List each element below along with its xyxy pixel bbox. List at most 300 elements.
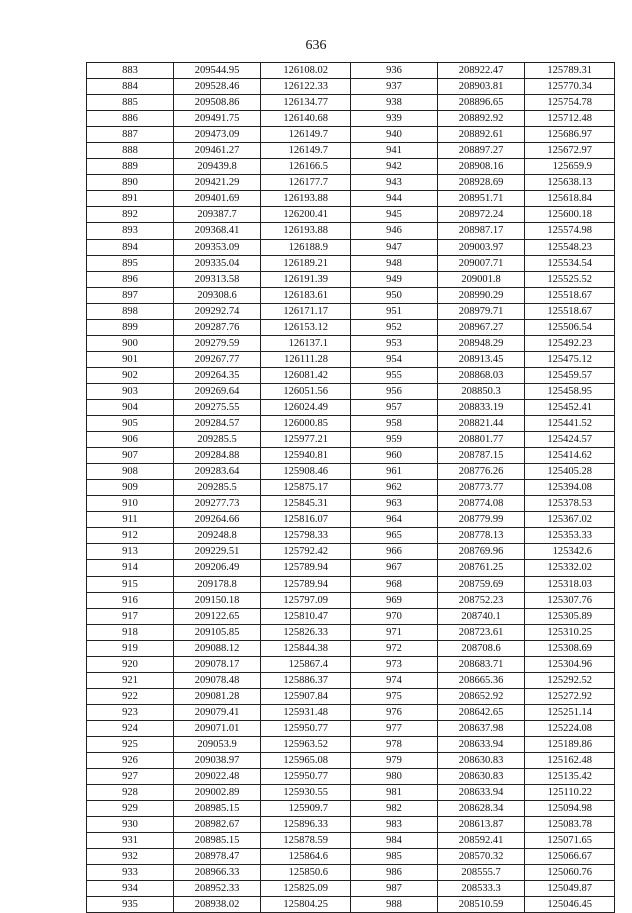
table-row xyxy=(87,175,615,191)
x-coordinate-cell: 209078.48 xyxy=(174,672,261,688)
point-number-cell: 927 xyxy=(87,769,174,785)
point-number-cell: 981 xyxy=(351,785,438,801)
table-row xyxy=(87,688,615,704)
y-coordinate-cell: 125353.33 xyxy=(525,528,615,544)
y-coordinate-cell: 125310.25 xyxy=(525,624,615,640)
x-coordinate-cell: 209313.58 xyxy=(174,271,261,287)
x-coordinate-cell: 208978.47 xyxy=(174,849,261,865)
y-coordinate-cell: 126153.12 xyxy=(261,319,351,335)
table-row xyxy=(87,255,615,271)
y-coordinate-cell: 125600.18 xyxy=(525,207,615,223)
point-number-cell: 936 xyxy=(351,63,438,79)
x-coordinate-cell: 208630.83 xyxy=(438,753,525,769)
y-coordinate-cell: 125332.02 xyxy=(525,560,615,576)
point-number-cell: 906 xyxy=(87,432,174,448)
point-number-cell: 987 xyxy=(351,881,438,897)
y-coordinate-cell: 125046.45 xyxy=(525,897,615,913)
point-number-cell: 900 xyxy=(87,335,174,351)
y-coordinate-cell: 125189.86 xyxy=(525,736,615,752)
x-coordinate-cell: 208555.7 xyxy=(438,865,525,881)
y-coordinate-cell: 125963.52 xyxy=(261,736,351,752)
point-number-cell: 985 xyxy=(351,849,438,865)
x-coordinate-cell: 208683.71 xyxy=(438,656,525,672)
table-row xyxy=(87,801,615,817)
point-number-cell: 914 xyxy=(87,560,174,576)
point-number-cell: 961 xyxy=(351,464,438,480)
x-coordinate-cell: 208779.99 xyxy=(438,512,525,528)
x-coordinate-cell: 208633.94 xyxy=(438,785,525,801)
x-coordinate-cell: 209275.55 xyxy=(174,399,261,415)
y-coordinate-cell: 125049.87 xyxy=(525,881,615,897)
table-row xyxy=(87,753,615,769)
x-coordinate-cell: 209264.35 xyxy=(174,367,261,383)
point-number-cell: 951 xyxy=(351,303,438,319)
point-number-cell: 895 xyxy=(87,255,174,271)
point-number-cell: 909 xyxy=(87,480,174,496)
point-number-cell: 942 xyxy=(351,159,438,175)
table-row xyxy=(87,881,615,897)
x-coordinate-cell: 209002.89 xyxy=(174,785,261,801)
x-coordinate-cell: 208761.25 xyxy=(438,560,525,576)
x-coordinate-cell: 209368.41 xyxy=(174,223,261,239)
y-coordinate-cell: 125930.55 xyxy=(261,785,351,801)
point-number-cell: 984 xyxy=(351,833,438,849)
x-coordinate-cell: 209285.5 xyxy=(174,432,261,448)
y-coordinate-cell: 125618.84 xyxy=(525,191,615,207)
x-coordinate-cell: 208642.65 xyxy=(438,704,525,720)
x-coordinate-cell: 209038.97 xyxy=(174,753,261,769)
x-coordinate-cell: 209071.01 xyxy=(174,720,261,736)
y-coordinate-cell: 126111.28 xyxy=(261,351,351,367)
point-number-cell: 935 xyxy=(87,897,174,913)
table-row xyxy=(87,528,615,544)
y-coordinate-cell: 125686.97 xyxy=(525,127,615,143)
y-coordinate-cell: 125850.6 xyxy=(261,865,351,881)
x-coordinate-cell: 209277.73 xyxy=(174,496,261,512)
x-coordinate-cell: 209401.69 xyxy=(174,191,261,207)
x-coordinate-cell: 209461.27 xyxy=(174,143,261,159)
x-coordinate-cell: 208982.67 xyxy=(174,817,261,833)
point-number-cell: 957 xyxy=(351,399,438,415)
y-coordinate-cell: 125886.37 xyxy=(261,672,351,688)
x-coordinate-cell: 208938.02 xyxy=(174,897,261,913)
x-coordinate-cell: 208990.29 xyxy=(438,287,525,303)
x-coordinate-cell: 208510.59 xyxy=(438,897,525,913)
x-coordinate-cell: 209079.41 xyxy=(174,704,261,720)
y-coordinate-cell: 125272.92 xyxy=(525,688,615,704)
table-row xyxy=(87,576,615,592)
point-number-cell: 925 xyxy=(87,736,174,752)
x-coordinate-cell: 209007.71 xyxy=(438,255,525,271)
y-coordinate-cell: 125950.77 xyxy=(261,769,351,785)
point-number-cell: 977 xyxy=(351,720,438,736)
page-number: 636 xyxy=(305,38,327,53)
y-coordinate-cell: 126191.39 xyxy=(261,271,351,287)
x-coordinate-cell: 208897.27 xyxy=(438,143,525,159)
point-number-cell: 915 xyxy=(87,576,174,592)
y-coordinate-cell: 125789.94 xyxy=(261,560,351,576)
table-row xyxy=(87,416,615,432)
y-coordinate-cell: 125907.84 xyxy=(261,688,351,704)
y-coordinate-cell: 125367.02 xyxy=(525,512,615,528)
point-number-cell: 890 xyxy=(87,175,174,191)
x-coordinate-cell: 208821.44 xyxy=(438,416,525,432)
x-coordinate-cell: 208985.15 xyxy=(174,833,261,849)
y-coordinate-cell: 125060.76 xyxy=(525,865,615,881)
y-coordinate-cell: 125308.69 xyxy=(525,640,615,656)
x-coordinate-cell: 208801.77 xyxy=(438,432,525,448)
x-coordinate-cell: 209491.75 xyxy=(174,111,261,127)
x-coordinate-cell: 209283.64 xyxy=(174,464,261,480)
table-row xyxy=(87,464,615,480)
x-coordinate-cell: 209206.49 xyxy=(174,560,261,576)
point-number-cell: 974 xyxy=(351,672,438,688)
y-coordinate-cell: 125789.94 xyxy=(261,576,351,592)
point-number-cell: 954 xyxy=(351,351,438,367)
table-row xyxy=(87,769,615,785)
y-coordinate-cell: 125712.48 xyxy=(525,111,615,127)
x-coordinate-cell: 208928.69 xyxy=(438,175,525,191)
y-coordinate-cell: 125965.08 xyxy=(261,753,351,769)
x-coordinate-cell: 208987.17 xyxy=(438,223,525,239)
x-coordinate-cell: 208740.1 xyxy=(438,608,525,624)
table-row xyxy=(87,319,615,335)
point-number-cell: 939 xyxy=(351,111,438,127)
x-coordinate-cell: 209178.8 xyxy=(174,576,261,592)
x-coordinate-cell: 209269.64 xyxy=(174,383,261,399)
point-number-cell: 910 xyxy=(87,496,174,512)
y-coordinate-cell: 125804.25 xyxy=(261,897,351,913)
point-number-cell: 972 xyxy=(351,640,438,656)
point-number-cell: 969 xyxy=(351,592,438,608)
y-coordinate-cell: 125307.76 xyxy=(525,592,615,608)
y-coordinate-cell: 125492.23 xyxy=(525,335,615,351)
y-coordinate-cell: 126149.7 xyxy=(261,127,351,143)
table-row xyxy=(87,512,615,528)
point-number-cell: 902 xyxy=(87,367,174,383)
x-coordinate-cell: 208633.94 xyxy=(438,736,525,752)
x-coordinate-cell: 209150.18 xyxy=(174,592,261,608)
x-coordinate-cell: 209003.97 xyxy=(438,239,525,255)
table-row xyxy=(87,399,615,415)
point-number-cell: 926 xyxy=(87,753,174,769)
x-coordinate-cell: 208723.61 xyxy=(438,624,525,640)
x-coordinate-cell: 209335.04 xyxy=(174,255,261,271)
point-number-cell: 968 xyxy=(351,576,438,592)
x-coordinate-cell: 208908.16 xyxy=(438,159,525,175)
x-coordinate-cell: 209508.86 xyxy=(174,95,261,111)
x-coordinate-cell: 208868.03 xyxy=(438,367,525,383)
table-row xyxy=(87,63,615,79)
y-coordinate-cell: 125162.48 xyxy=(525,753,615,769)
y-coordinate-cell: 125940.81 xyxy=(261,448,351,464)
y-coordinate-cell: 125931.48 xyxy=(261,704,351,720)
table-row xyxy=(87,95,615,111)
y-coordinate-cell: 125506.54 xyxy=(525,319,615,335)
table-row xyxy=(87,608,615,624)
x-coordinate-cell: 209267.77 xyxy=(174,351,261,367)
table-row xyxy=(87,656,615,672)
point-number-cell: 920 xyxy=(87,656,174,672)
point-number-cell: 928 xyxy=(87,785,174,801)
point-number-cell: 940 xyxy=(351,127,438,143)
point-number-cell: 962 xyxy=(351,480,438,496)
table-row xyxy=(87,127,615,143)
point-number-cell: 918 xyxy=(87,624,174,640)
point-number-cell: 945 xyxy=(351,207,438,223)
x-coordinate-cell: 208652.92 xyxy=(438,688,525,704)
point-number-cell: 982 xyxy=(351,801,438,817)
y-coordinate-cell: 125251.14 xyxy=(525,704,615,720)
x-coordinate-cell: 208952.33 xyxy=(174,881,261,897)
x-coordinate-cell: 208533.3 xyxy=(438,881,525,897)
y-coordinate-cell: 125672.97 xyxy=(525,143,615,159)
y-coordinate-cell: 125638.13 xyxy=(525,175,615,191)
y-coordinate-cell: 125816.07 xyxy=(261,512,351,528)
y-coordinate-cell: 126000.85 xyxy=(261,416,351,432)
point-number-cell: 943 xyxy=(351,175,438,191)
x-coordinate-cell: 209284.57 xyxy=(174,416,261,432)
table-row xyxy=(87,287,615,303)
table-row xyxy=(87,432,615,448)
point-number-cell: 971 xyxy=(351,624,438,640)
x-coordinate-cell: 209353.09 xyxy=(174,239,261,255)
point-number-cell: 931 xyxy=(87,833,174,849)
y-coordinate-cell: 125770.34 xyxy=(525,79,615,95)
x-coordinate-cell: 208776.26 xyxy=(438,464,525,480)
x-coordinate-cell: 209022.48 xyxy=(174,769,261,785)
point-number-cell: 899 xyxy=(87,319,174,335)
y-coordinate-cell: 125305.89 xyxy=(525,608,615,624)
point-number-cell: 917 xyxy=(87,608,174,624)
x-coordinate-cell: 209001.8 xyxy=(438,271,525,287)
y-coordinate-cell: 126200.41 xyxy=(261,207,351,223)
table-row xyxy=(87,560,615,576)
x-coordinate-cell: 208630.83 xyxy=(438,769,525,785)
y-coordinate-cell: 125798.33 xyxy=(261,528,351,544)
table-row xyxy=(87,159,615,175)
point-number-cell: 967 xyxy=(351,560,438,576)
y-coordinate-cell: 125459.57 xyxy=(525,367,615,383)
y-coordinate-cell: 126193.88 xyxy=(261,191,351,207)
y-coordinate-cell: 125071.65 xyxy=(525,833,615,849)
point-number-cell: 966 xyxy=(351,544,438,560)
y-coordinate-cell: 125475.12 xyxy=(525,351,615,367)
point-number-cell: 980 xyxy=(351,769,438,785)
table-row xyxy=(87,624,615,640)
y-coordinate-cell: 126134.77 xyxy=(261,95,351,111)
point-number-cell: 913 xyxy=(87,544,174,560)
table-row xyxy=(87,271,615,287)
x-coordinate-cell: 208665.36 xyxy=(438,672,525,688)
table-row xyxy=(87,111,615,127)
point-number-cell: 921 xyxy=(87,672,174,688)
table-row xyxy=(87,736,615,752)
y-coordinate-cell: 125441.52 xyxy=(525,416,615,432)
table-row xyxy=(87,383,615,399)
y-coordinate-cell: 125826.33 xyxy=(261,624,351,640)
point-number-cell: 905 xyxy=(87,416,174,432)
point-number-cell: 932 xyxy=(87,849,174,865)
point-number-cell: 948 xyxy=(351,255,438,271)
x-coordinate-cell: 208967.27 xyxy=(438,319,525,335)
table-row xyxy=(87,79,615,95)
table-row xyxy=(87,720,615,736)
y-coordinate-cell: 125518.67 xyxy=(525,287,615,303)
y-coordinate-cell: 125224.08 xyxy=(525,720,615,736)
x-coordinate-cell: 208592.41 xyxy=(438,833,525,849)
point-number-cell: 978 xyxy=(351,736,438,752)
y-coordinate-cell: 125977.21 xyxy=(261,432,351,448)
point-number-cell: 949 xyxy=(351,271,438,287)
x-coordinate-cell: 209439.8 xyxy=(174,159,261,175)
point-number-cell: 916 xyxy=(87,592,174,608)
y-coordinate-cell: 125066.67 xyxy=(525,849,615,865)
y-coordinate-cell: 125810.47 xyxy=(261,608,351,624)
point-number-cell: 894 xyxy=(87,239,174,255)
point-number-cell: 934 xyxy=(87,881,174,897)
point-number-cell: 883 xyxy=(87,63,174,79)
table-row xyxy=(87,367,615,383)
x-coordinate-cell: 209264.66 xyxy=(174,512,261,528)
point-number-cell: 892 xyxy=(87,207,174,223)
point-number-cell: 970 xyxy=(351,608,438,624)
x-coordinate-cell: 208613.87 xyxy=(438,817,525,833)
point-number-cell: 893 xyxy=(87,223,174,239)
x-coordinate-cell: 208570.32 xyxy=(438,849,525,865)
y-coordinate-cell: 126188.9 xyxy=(261,239,351,255)
x-coordinate-cell: 209292.74 xyxy=(174,303,261,319)
point-number-cell: 888 xyxy=(87,143,174,159)
point-number-cell: 986 xyxy=(351,865,438,881)
point-number-cell: 955 xyxy=(351,367,438,383)
point-number-cell: 944 xyxy=(351,191,438,207)
y-coordinate-cell: 126051.56 xyxy=(261,383,351,399)
point-number-cell: 919 xyxy=(87,640,174,656)
x-coordinate-cell: 209105.85 xyxy=(174,624,261,640)
point-number-cell: 891 xyxy=(87,191,174,207)
point-number-cell: 929 xyxy=(87,801,174,817)
table-row xyxy=(87,865,615,881)
y-coordinate-cell: 126189.21 xyxy=(261,255,351,271)
y-coordinate-cell: 125534.54 xyxy=(525,255,615,271)
y-coordinate-cell: 125378.53 xyxy=(525,496,615,512)
table-row xyxy=(87,785,615,801)
x-coordinate-cell: 209088.12 xyxy=(174,640,261,656)
point-number-cell: 930 xyxy=(87,817,174,833)
y-coordinate-cell: 125574.98 xyxy=(525,223,615,239)
point-number-cell: 887 xyxy=(87,127,174,143)
x-coordinate-cell: 208774.08 xyxy=(438,496,525,512)
point-number-cell: 964 xyxy=(351,512,438,528)
table-row xyxy=(87,207,615,223)
table-row xyxy=(87,817,615,833)
point-number-cell: 959 xyxy=(351,432,438,448)
y-coordinate-cell: 125792.42 xyxy=(261,544,351,560)
table-row xyxy=(87,704,615,720)
y-coordinate-cell: 125518.67 xyxy=(525,303,615,319)
y-coordinate-cell: 125318.03 xyxy=(525,576,615,592)
y-coordinate-cell: 125797.09 xyxy=(261,592,351,608)
y-coordinate-cell: 125342.6 xyxy=(525,544,615,560)
x-coordinate-cell: 208752.23 xyxy=(438,592,525,608)
y-coordinate-cell: 125458.95 xyxy=(525,383,615,399)
point-number-cell: 941 xyxy=(351,143,438,159)
point-number-cell: 885 xyxy=(87,95,174,111)
table-row xyxy=(87,849,615,865)
point-number-cell: 933 xyxy=(87,865,174,881)
x-coordinate-cell: 208769.96 xyxy=(438,544,525,560)
point-number-cell: 938 xyxy=(351,95,438,111)
point-number-cell: 979 xyxy=(351,753,438,769)
point-number-cell: 956 xyxy=(351,383,438,399)
table-row xyxy=(87,351,615,367)
y-coordinate-cell: 126140.68 xyxy=(261,111,351,127)
x-coordinate-cell: 208787.15 xyxy=(438,448,525,464)
y-coordinate-cell: 126081.42 xyxy=(261,367,351,383)
point-number-cell: 922 xyxy=(87,688,174,704)
y-coordinate-cell: 125424.57 xyxy=(525,432,615,448)
point-number-cell: 923 xyxy=(87,704,174,720)
x-coordinate-cell: 208972.24 xyxy=(438,207,525,223)
point-number-cell: 907 xyxy=(87,448,174,464)
y-coordinate-cell: 125525.52 xyxy=(525,271,615,287)
y-coordinate-cell: 125845.31 xyxy=(261,496,351,512)
point-number-cell: 965 xyxy=(351,528,438,544)
y-coordinate-cell: 125292.52 xyxy=(525,672,615,688)
y-coordinate-cell: 125867.4 xyxy=(261,656,351,672)
table-row xyxy=(87,480,615,496)
x-coordinate-cell: 209284.88 xyxy=(174,448,261,464)
point-number-cell: 897 xyxy=(87,287,174,303)
y-coordinate-cell: 125135.42 xyxy=(525,769,615,785)
x-coordinate-cell: 208979.71 xyxy=(438,303,525,319)
y-coordinate-cell: 125394.08 xyxy=(525,480,615,496)
point-number-cell: 911 xyxy=(87,512,174,528)
x-coordinate-cell: 208922.47 xyxy=(438,63,525,79)
y-coordinate-cell: 125452.41 xyxy=(525,399,615,415)
y-coordinate-cell: 126166.5 xyxy=(261,159,351,175)
x-coordinate-cell: 208966.33 xyxy=(174,865,261,881)
point-number-cell: 963 xyxy=(351,496,438,512)
point-number-cell: 952 xyxy=(351,319,438,335)
x-coordinate-cell: 209308.6 xyxy=(174,287,261,303)
y-coordinate-cell: 125950.77 xyxy=(261,720,351,736)
table-row xyxy=(87,335,615,351)
point-number-cell: 889 xyxy=(87,159,174,175)
x-coordinate-cell: 209279.59 xyxy=(174,335,261,351)
y-coordinate-cell: 126137.1 xyxy=(261,335,351,351)
y-coordinate-cell: 126024.49 xyxy=(261,399,351,415)
table-row xyxy=(87,672,615,688)
point-number-cell: 950 xyxy=(351,287,438,303)
x-coordinate-cell: 208892.61 xyxy=(438,127,525,143)
x-coordinate-cell: 209248.8 xyxy=(174,528,261,544)
point-number-cell: 886 xyxy=(87,111,174,127)
point-number-cell: 983 xyxy=(351,817,438,833)
point-number-cell: 908 xyxy=(87,464,174,480)
point-number-cell: 988 xyxy=(351,897,438,913)
x-coordinate-cell: 208985.15 xyxy=(174,801,261,817)
table-row xyxy=(87,448,615,464)
x-coordinate-cell: 208637.98 xyxy=(438,720,525,736)
x-coordinate-cell: 209287.76 xyxy=(174,319,261,335)
point-number-cell: 975 xyxy=(351,688,438,704)
point-number-cell: 901 xyxy=(87,351,174,367)
point-number-cell: 937 xyxy=(351,79,438,95)
y-coordinate-cell: 126149.7 xyxy=(261,143,351,159)
table-row xyxy=(87,143,615,159)
